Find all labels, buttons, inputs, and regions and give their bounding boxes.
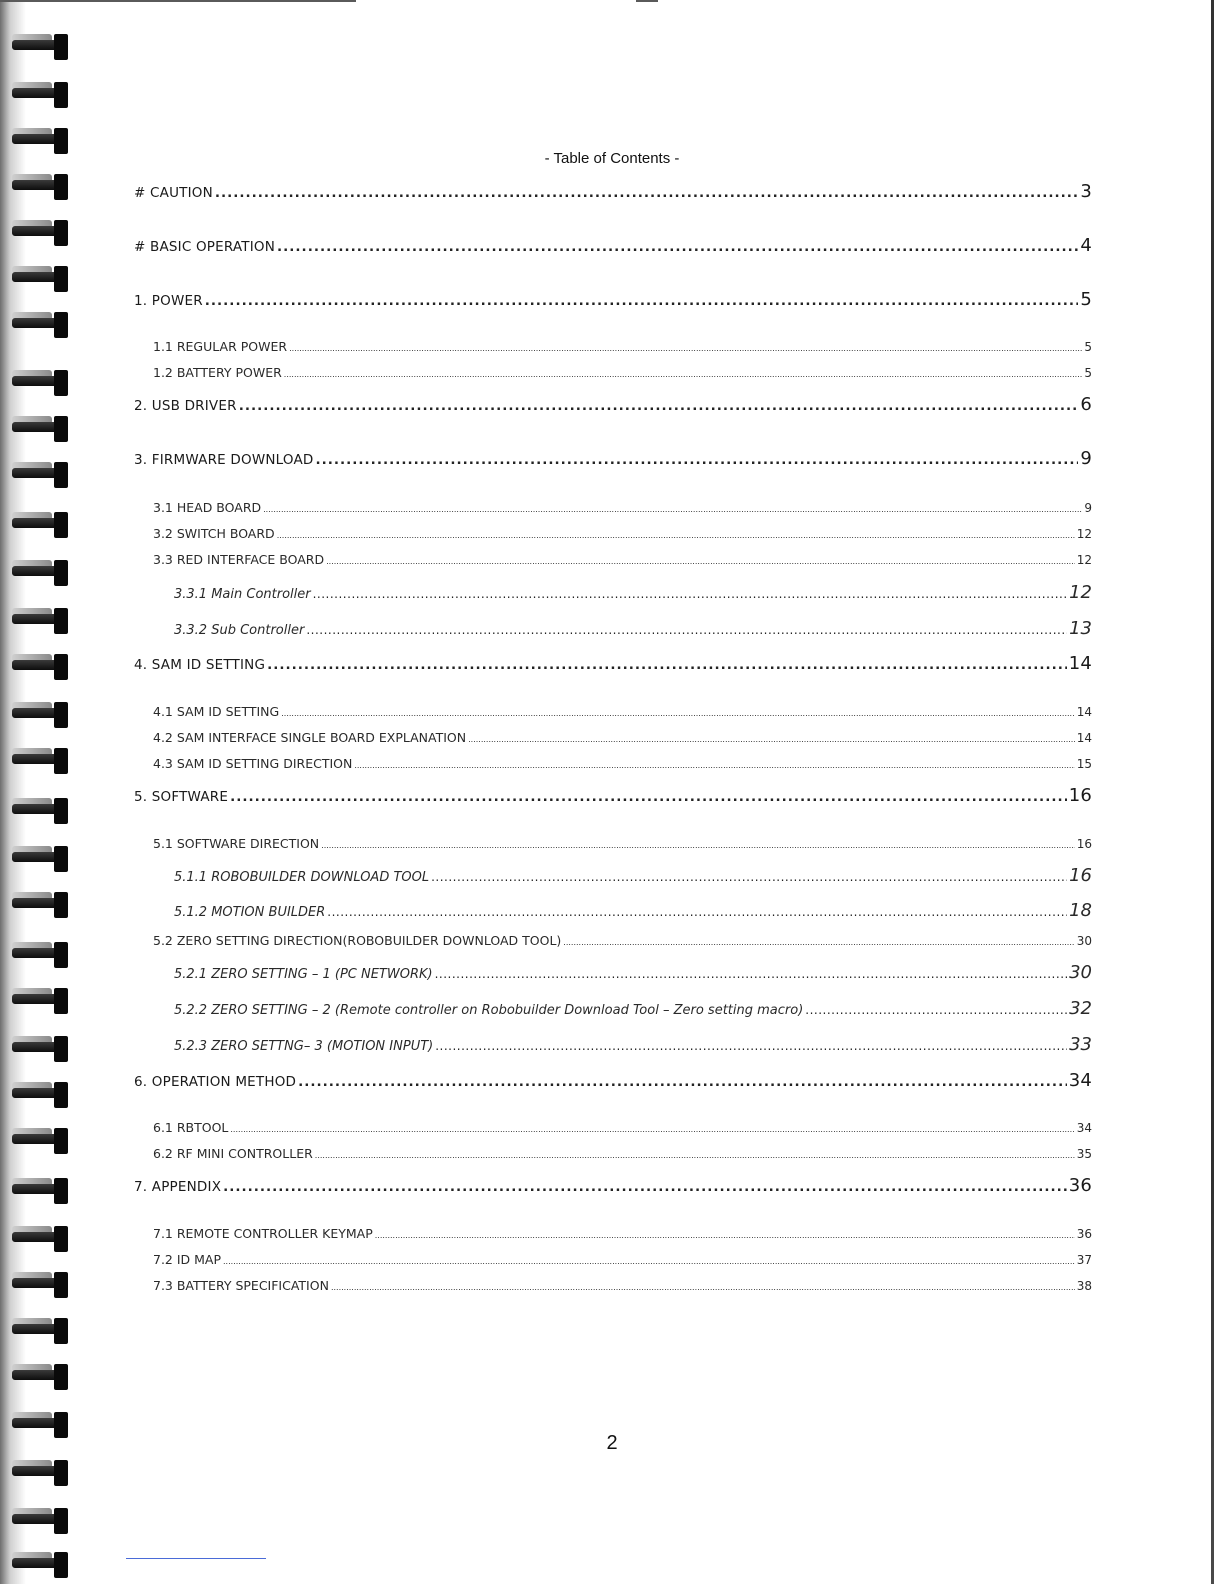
binding-ring xyxy=(12,312,66,340)
toc-entry xyxy=(153,552,1092,567)
toc-entry-label: 4.2 SAM INTERFACE SINGLE BOARD EXPLANATION xyxy=(153,730,467,745)
toc-entry xyxy=(134,289,1092,310)
toc-entry-page: 12 xyxy=(1069,582,1092,603)
toc-entry xyxy=(174,998,1092,1019)
toc-entry-label: 2. USB DRIVER xyxy=(134,398,237,414)
toc-entry-page: 15 xyxy=(1076,757,1092,771)
toc-entry-label: 6.2 RF MINI CONTROLLER xyxy=(153,1146,313,1161)
toc-entry-label: 5. SOFTWARE xyxy=(134,789,229,805)
toc-entry-label: # CAUTION xyxy=(134,185,213,201)
binding-ring xyxy=(12,1178,66,1206)
dot-leader xyxy=(375,1231,1075,1240)
toc-entry-page: 36 xyxy=(1068,1175,1092,1196)
toc-entry-label: 1.1 REGULAR POWER xyxy=(153,339,288,354)
binding-ring xyxy=(12,988,66,1016)
toc-entry-label: 7.1 REMOTE CONTROLLER KEYMAP xyxy=(153,1226,373,1241)
dot-leader xyxy=(435,967,1068,981)
binding-ring xyxy=(12,220,66,248)
dot-leader xyxy=(230,1125,1074,1134)
dot-leader xyxy=(316,452,1079,468)
toc-entry-page: 14 xyxy=(1068,653,1092,674)
binding-ring xyxy=(12,174,66,202)
toc-entry-page: 12 xyxy=(1076,527,1092,541)
toc-entry-page: 37 xyxy=(1076,1253,1092,1267)
toc-entry-page: 32 xyxy=(1069,998,1092,1019)
dot-leader xyxy=(223,1179,1067,1195)
toc-entry xyxy=(153,1226,1092,1241)
toc-entry-label: 5.1 SOFTWARE DIRECTION xyxy=(153,836,320,851)
binding-ring xyxy=(12,1036,66,1064)
binding-ring xyxy=(12,560,66,588)
toc-entry-page: 5 xyxy=(1084,340,1092,354)
dot-leader xyxy=(354,761,1074,770)
toc-entry xyxy=(153,933,1092,948)
toc-entry-page: 9 xyxy=(1080,448,1092,469)
toc-entry xyxy=(153,704,1092,719)
binding-ring xyxy=(12,1272,66,1300)
toc-entry xyxy=(134,394,1092,415)
toc-entry xyxy=(134,785,1092,806)
toc-entry-page: 35 xyxy=(1076,1147,1092,1161)
toc-entry xyxy=(153,526,1092,541)
scan-edge-line xyxy=(0,0,356,2)
toc-entry xyxy=(134,181,1092,202)
dot-leader xyxy=(205,293,1079,309)
toc-entry-label: 7.2 ID MAP xyxy=(153,1252,222,1267)
toc-entry-page: 4 xyxy=(1080,235,1092,256)
toc-entry xyxy=(174,582,1092,603)
toc-entry-page: 16 xyxy=(1069,865,1092,886)
dot-leader xyxy=(321,841,1075,850)
binding-ring xyxy=(12,34,66,62)
toc-entry-label: 3.3.1 Main Controller xyxy=(174,587,311,602)
toc-entry-page: 30 xyxy=(1076,934,1092,948)
toc-entry-page: 18 xyxy=(1069,900,1092,921)
dot-leader xyxy=(281,709,1074,718)
dot-leader xyxy=(223,1257,1075,1266)
toc-entry xyxy=(153,730,1092,745)
binding-ring xyxy=(12,702,66,730)
toc-entry-label: 3.1 HEAD BOARD xyxy=(153,500,262,515)
toc-entry-page: 13 xyxy=(1069,618,1092,639)
toc-entry-page: 16 xyxy=(1076,837,1092,851)
binding-ring xyxy=(12,608,66,636)
toc-entry xyxy=(134,448,1092,469)
toc-entry-label: 6.1 RBTOOL xyxy=(153,1120,229,1135)
binding-ring xyxy=(12,1508,66,1536)
binding-ring xyxy=(12,266,66,294)
toc-entry-page: 6 xyxy=(1080,394,1092,415)
binding-ring xyxy=(12,942,66,970)
toc-entry-page: 33 xyxy=(1069,1034,1092,1055)
binding-ring xyxy=(12,1364,66,1392)
page-number: 2 xyxy=(606,1432,618,1454)
toc-entry-page: 5 xyxy=(1084,366,1092,380)
toc-entry xyxy=(153,365,1092,380)
dot-leader xyxy=(277,531,1075,540)
toc-entry xyxy=(153,339,1092,354)
toc-entry xyxy=(174,618,1092,639)
dot-leader xyxy=(230,789,1067,805)
toc-title: - Table of Contents - xyxy=(544,150,680,167)
toc-entry-label: 5.2.3 ZERO SETTNG– 3 (MOTION INPUT) xyxy=(174,1039,434,1054)
page-right-edge xyxy=(1211,0,1214,1584)
toc-entry-label: 5.2 ZERO SETTING DIRECTION(ROBOBUILDER DOWNLOAD TOOL) xyxy=(153,933,562,948)
toc-entry xyxy=(153,1146,1092,1161)
toc-entry-page: 3 xyxy=(1080,181,1092,202)
toc-entry-label: 1. POWER xyxy=(134,293,203,309)
dot-leader xyxy=(326,557,1075,566)
toc-entry-label: 5.2.1 ZERO SETTING – 1 (PC NETWORK) xyxy=(174,967,433,982)
toc-entry-label: 7.3 BATTERY SPECIFICATION xyxy=(153,1278,329,1293)
toc-entry-page: 16 xyxy=(1068,785,1092,806)
binding-ring xyxy=(12,798,66,826)
binding-ring xyxy=(12,462,66,490)
toc-entry-label: 3. FIRMWARE DOWNLOAD xyxy=(134,452,314,468)
toc-entry-label: 3.3.2 Sub Controller xyxy=(174,623,305,638)
toc-entry-page: 9 xyxy=(1084,501,1092,515)
binding-ring xyxy=(12,370,66,398)
toc-entry xyxy=(153,1120,1092,1135)
spiral-binding xyxy=(0,0,72,1584)
toc-entry-label: 4.1 SAM ID SETTING xyxy=(153,704,280,719)
dot-leader xyxy=(327,905,1067,919)
dot-leader xyxy=(435,1039,1067,1053)
toc-entry-label: 3.3 RED INTERFACE BOARD xyxy=(153,552,325,567)
toc-entry-label: 3.2 SWITCH BOARD xyxy=(153,526,275,541)
dot-leader xyxy=(313,587,1067,601)
binding-ring xyxy=(12,1552,66,1580)
scan-edge-line xyxy=(636,0,658,2)
toc-entry-page: 5 xyxy=(1080,289,1092,310)
dot-leader xyxy=(805,1003,1067,1017)
toc-entry xyxy=(153,500,1092,515)
toc-entry-label: 4.3 SAM ID SETTING DIRECTION xyxy=(153,756,353,771)
toc-entry-page: 34 xyxy=(1076,1121,1092,1135)
toc-entry xyxy=(153,1252,1092,1267)
toc-entry xyxy=(134,653,1092,674)
dot-leader xyxy=(267,657,1067,673)
binding-ring xyxy=(12,654,66,682)
toc-entry xyxy=(153,756,1092,771)
toc-entry-label: 4. SAM ID SETTING xyxy=(134,657,266,673)
dot-leader xyxy=(239,398,1079,414)
toc-entry-label: 6. OPERATION METHOD xyxy=(134,1074,297,1090)
toc-entry-page: 14 xyxy=(1076,705,1092,719)
toc-entry-label: # BASIC OPERATION xyxy=(134,239,276,255)
dot-leader xyxy=(306,623,1067,637)
binding-ring xyxy=(12,892,66,920)
binding-ring xyxy=(12,846,66,874)
scan-artifact-line xyxy=(126,1558,266,1559)
toc-entry xyxy=(153,1278,1092,1293)
toc-entry xyxy=(134,1070,1092,1091)
toc-entry-page: 38 xyxy=(1076,1279,1092,1293)
binding-ring xyxy=(12,748,66,776)
binding-ring xyxy=(12,82,66,110)
dot-leader xyxy=(277,239,1078,255)
dot-leader xyxy=(315,1151,1075,1160)
dot-leader xyxy=(431,870,1067,884)
toc-entry-page: 30 xyxy=(1069,962,1092,983)
binding-ring xyxy=(12,512,66,540)
dot-leader xyxy=(331,1283,1075,1292)
binding-ring xyxy=(12,1082,66,1110)
toc-entry xyxy=(174,865,1092,886)
toc-entry xyxy=(174,1034,1092,1055)
toc-entry-label: 5.2.2 ZERO SETTING – 2 (Remote controller on Robobuilder Download Tool – Zero setting macro) xyxy=(174,1003,804,1018)
toc-entry-label: 5.1.2 MOTION BUILDER xyxy=(174,905,326,920)
toc-entry xyxy=(153,836,1092,851)
toc-entry-label: 7. APPENDIX xyxy=(134,1179,222,1195)
binding-ring xyxy=(12,1226,66,1254)
toc-entry-label: 5.1.1 ROBOBUILDER DOWNLOAD TOOL xyxy=(174,870,430,885)
binding-ring xyxy=(12,1318,66,1346)
binding-ring xyxy=(12,416,66,444)
dot-leader xyxy=(263,505,1082,514)
toc-entry-page: 14 xyxy=(1076,731,1092,745)
toc-entry-page: 34 xyxy=(1068,1070,1092,1091)
dot-leader xyxy=(289,344,1082,353)
dot-leader xyxy=(215,185,1078,201)
toc-entry xyxy=(174,900,1092,921)
dot-leader xyxy=(563,938,1074,947)
toc-entry-page: 36 xyxy=(1076,1227,1092,1241)
dot-leader xyxy=(298,1074,1067,1090)
toc-entry xyxy=(134,235,1092,256)
toc-entry-label: 1.2 BATTERY POWER xyxy=(153,365,282,380)
toc-entry xyxy=(174,962,1092,983)
dot-leader xyxy=(284,370,1083,379)
toc-entry-page: 12 xyxy=(1076,553,1092,567)
dot-leader xyxy=(468,735,1075,744)
binding-ring xyxy=(12,1128,66,1156)
binding-ring xyxy=(12,1460,66,1488)
toc-entry xyxy=(134,1175,1092,1196)
